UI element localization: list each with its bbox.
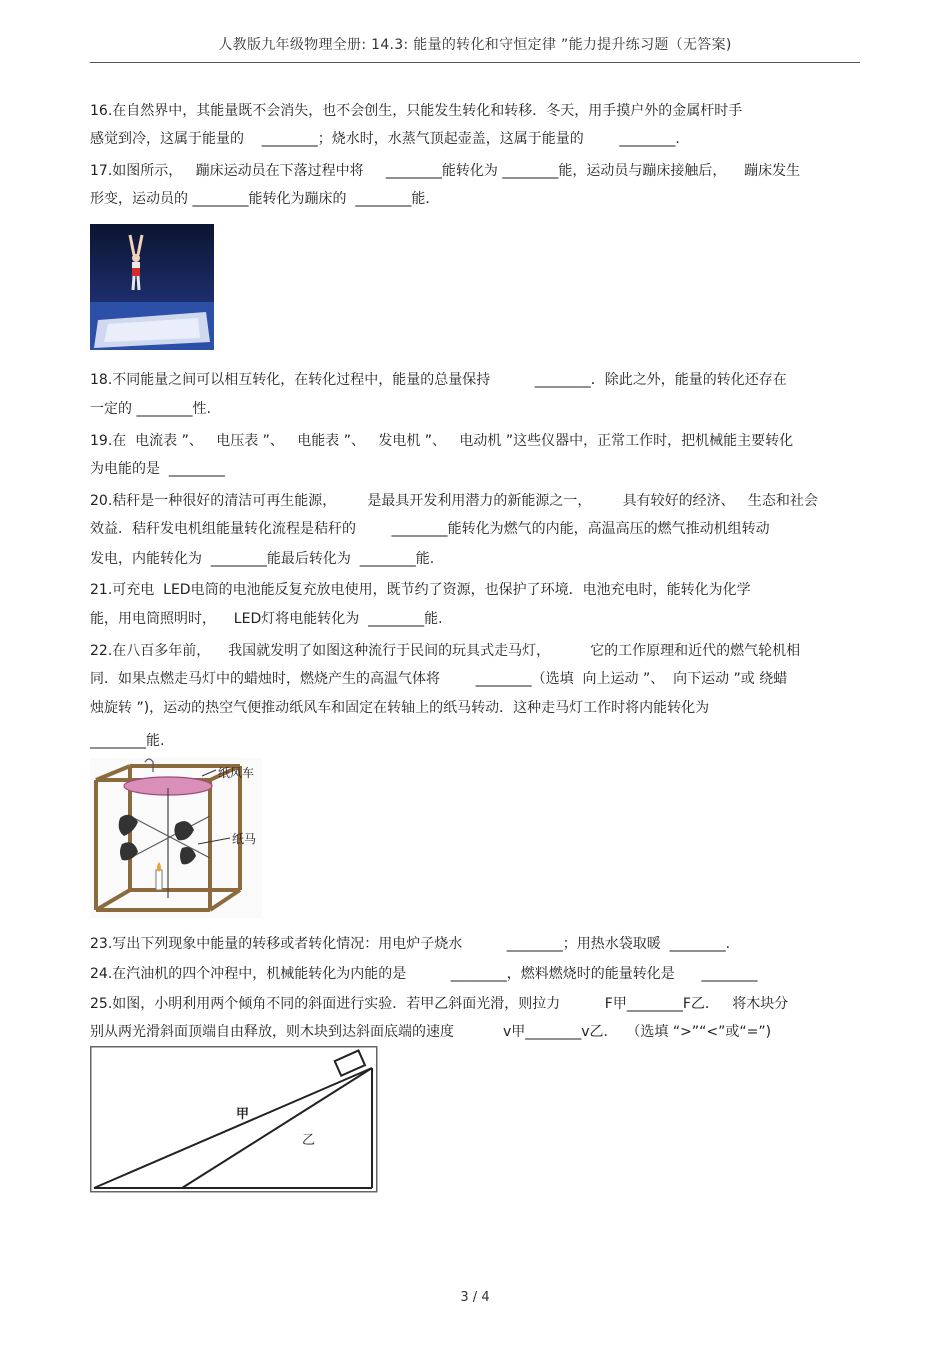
- q20-line-2: 效益．秸秆发电机组能量转化流程是秸秆的 ________能转化为燃气的内能，高温高压的燃气推动机组转动: [90, 521, 770, 537]
- q21-line-1: 21.可充电 LED电筒的电池能反复充放电使用，既节约了资源，也保护了环境．电池充电时，能转化为化学: [90, 582, 751, 598]
- q19-line-1: 19.在 电流表 ”、 电压表 ”、 电能表 ”、 发电机 ”、 电动机 ”这些仪器中，正常工作时，把机械能主要转化: [90, 433, 794, 449]
- trampoline-photo: [90, 224, 214, 350]
- q22-line-2: 同．如果点燃走马灯中的蜡烛时，燃烧产生的高温气体将 ________（选填 向上运动 ”、 向下运动 ”或 绕蜡: [90, 671, 788, 687]
- lantern-label-windmill: 纸风车: [218, 766, 255, 780]
- q19-line-2: 为电能的是 ________: [90, 461, 225, 477]
- q17-line-1: 17.如图所示， 蹦床运动员在下落过程中将 ________能转化为 ________能，运动员与蹦床接触后， 蹦床发生: [90, 163, 801, 179]
- q20-line-3: 发电，内能转化为 ________能最后转化为 ________能.: [90, 551, 435, 567]
- lantern-figure: [90, 758, 262, 918]
- q16-line-2: 感觉到冷，这属于能量的 ________；烧水时，水蒸气顶起壶盖，这属于能量的 ________.: [90, 131, 680, 147]
- q25-line-2: 别从两光滑斜面顶端自由释放，则木块到达斜面底端的速度 v甲________v乙． （选填 “>”“<”或“=”): [90, 1024, 772, 1040]
- incline-label-jia: 甲: [236, 1107, 250, 1122]
- q16-line-1: 16.在自然界中，其能量既不会消失，也不会创生，只能发生转化和转移．冬天，用手摸户外的金属杆时手: [90, 103, 743, 119]
- q22-line-1: 22.在八百多年前， 我国就发明了如图这种流行于民间的玩具式走马灯， 它的工作原理和近代的燃气轮机相: [90, 643, 801, 659]
- page-number: 3 / 4: [460, 1290, 490, 1305]
- incline-label-yi: 乙: [302, 1133, 316, 1148]
- q25-line-1: 25.如图，小明利用两个倾角不同的斜面进行实验．若甲乙斜面光滑，则拉力 F甲________F乙． 将木块分: [90, 996, 789, 1012]
- q22-line-3: 烛旋转 ”)，运动的热空气便推动纸风车和固定在转轴上的纸马转动．这种走马灯工作时将内能转化为: [90, 700, 710, 716]
- header-rule: [90, 62, 860, 63]
- q24-line-1: 24.在汽油机的四个冲程中，机械能转化为内能的是 ________，燃料燃烧时的能量转化是 ________: [90, 966, 758, 982]
- q21-line-2: 能，用电筒照明时， LED灯将电能转化为 ________能.: [90, 611, 443, 627]
- incline-figure: [90, 1046, 380, 1194]
- q18-line-2: 一定的 ________性.: [90, 401, 211, 417]
- q23-line-1: 23.写出下列现象中能量的转移或者转化情况：用电炉子烧水 ________；用热水袋取暖 ________.: [90, 936, 731, 952]
- q18-line-1: 18.不同能量之间可以相互转化，在转化过程中，能量的总量保持 ________．除此之外，能量的转化还存在: [90, 372, 787, 388]
- q20-line-1: 20.秸秆是一种很好的清洁可再生能源， 是最具开发利用潜力的新能源之一， 具有较好的经济、 生态和社会: [90, 493, 818, 509]
- page-header: 人教版九年级物理全册: 14.3: 能量的转化和守恒定律 ”能力提升练习题（无答案): [218, 37, 732, 53]
- q17-line-2: 形变，运动员的 ________能转化为蹦床的 ________能．: [90, 191, 440, 207]
- lantern-label-horse: 纸马: [232, 832, 257, 846]
- q22-line-4: ________能.: [90, 733, 165, 749]
